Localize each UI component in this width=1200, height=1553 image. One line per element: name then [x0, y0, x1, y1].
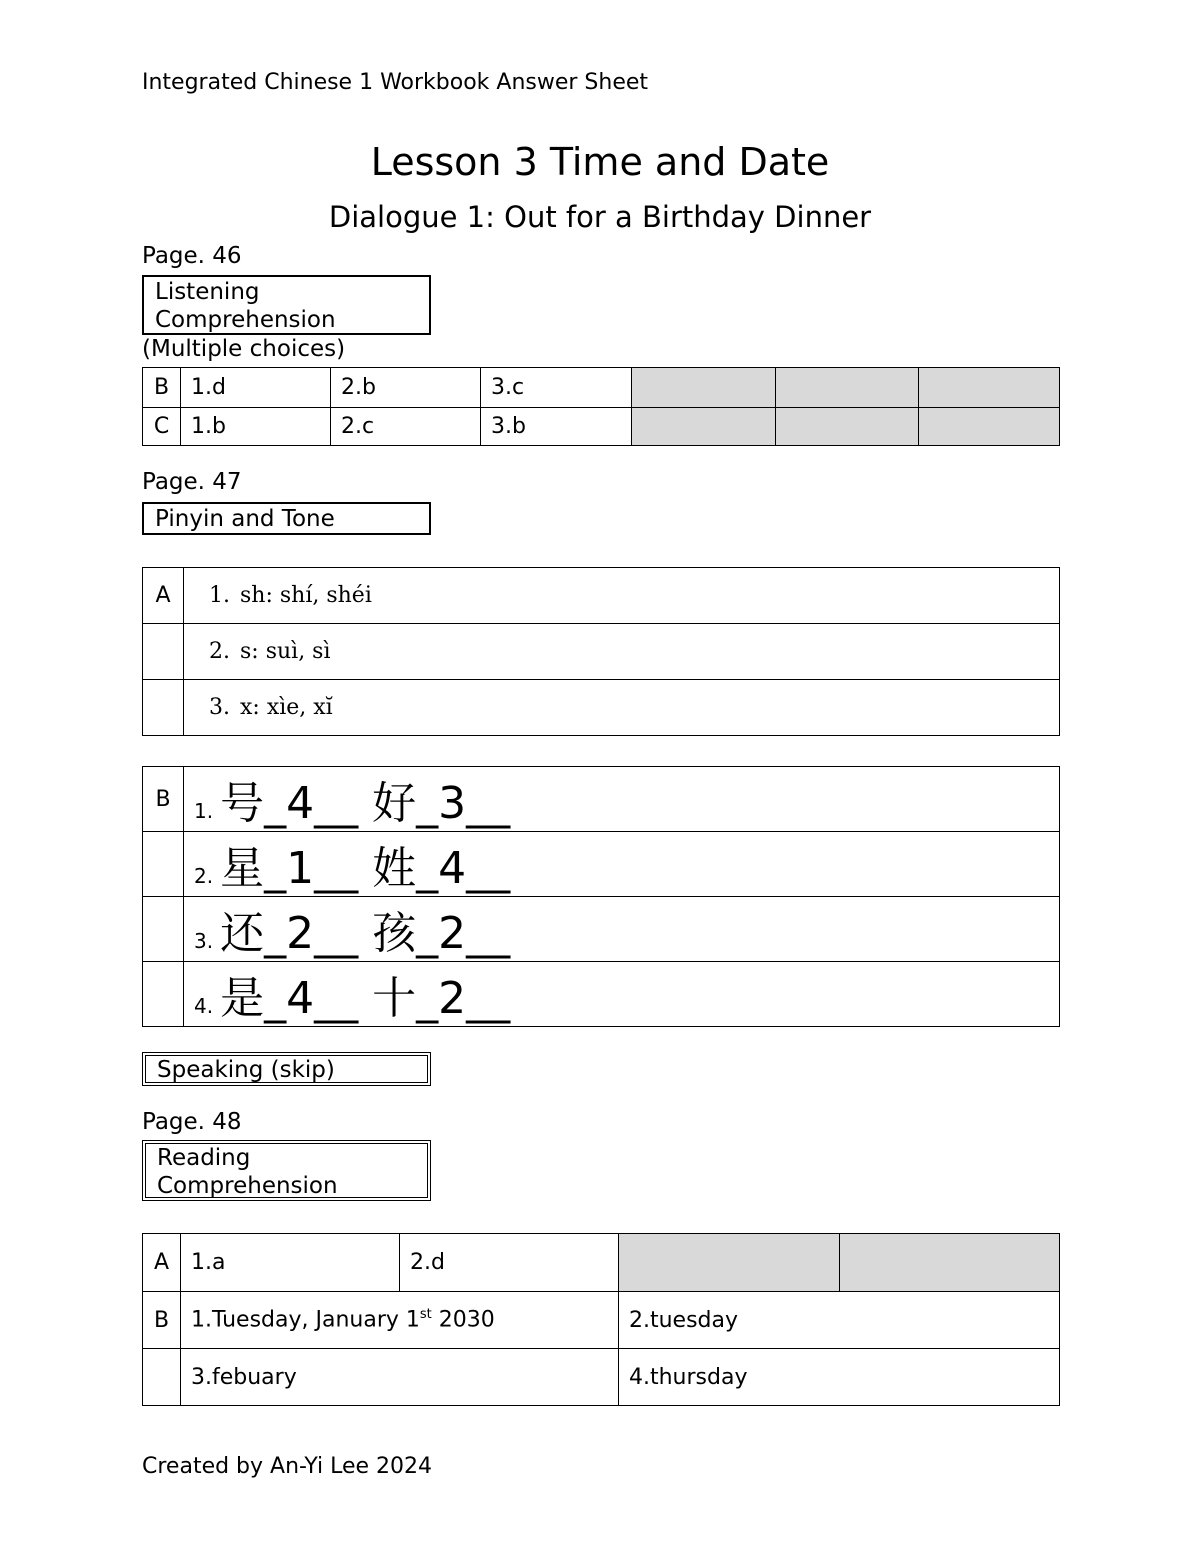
row-label: A [143, 1234, 181, 1292]
pinyin-answer: x: xìe, xĭ [240, 695, 333, 720]
answer-cell: 3.febuary [181, 1349, 619, 1406]
answer-cell: 2.d [400, 1234, 619, 1292]
item-number: 2. [194, 864, 214, 888]
pinyin-answer: sh: shí, shéi [240, 583, 372, 608]
listening-answers-table [142, 367, 1060, 446]
reading-comprehension-box: Reading Comprehension [142, 1140, 431, 1201]
answer-cell: 2.c [331, 408, 481, 446]
empty-cell [840, 1234, 1060, 1292]
tone-answer: 是_4__ 十_2__ [220, 973, 511, 1024]
item-number: 1. [194, 799, 214, 823]
footer-credit: Created by An-Yi Lee 2024 [142, 1454, 433, 1479]
table-row [143, 962, 1060, 1027]
empty-cell [776, 368, 919, 408]
table-row [143, 767, 1060, 832]
reading-answers-table [142, 1233, 1060, 1406]
empty-cell [619, 1234, 840, 1292]
table-row [143, 624, 1060, 680]
item-number: 4. [194, 994, 214, 1018]
table-row [143, 1349, 1060, 1406]
answer-cell: 1.b [181, 408, 331, 446]
speaking-skip-box: Speaking (skip) [142, 1052, 431, 1086]
empty-cell [919, 408, 1060, 446]
row-label: B [143, 1292, 181, 1349]
row-label: C [143, 408, 181, 446]
table-row [143, 1234, 1060, 1292]
dialogue-subtitle: Dialogue 1: Out for a Birthday Dinner [328, 200, 872, 234]
document-header: Integrated Chinese 1 Workbook Answer Sheet [142, 70, 649, 95]
item-number: 1. [209, 583, 230, 608]
item-number: 3. [194, 929, 214, 953]
page-47-label: Page. 47 [142, 469, 242, 495]
pinyin-answer: s: suì, sì [240, 639, 331, 664]
tone-answer: 还_2__ 孩_2__ [220, 908, 511, 959]
answer-cell: 2.b [331, 368, 481, 408]
table-row [143, 368, 1060, 408]
lesson-title: Lesson 3 Time and Date [370, 140, 830, 184]
empty-cell [919, 368, 1060, 408]
empty-cell [632, 408, 776, 446]
answer-cell: 1.a [181, 1234, 400, 1292]
table-row [143, 680, 1060, 736]
page-46-label: Page. 46 [142, 243, 242, 269]
tone-answer: 号_4__ 好_3__ [220, 778, 511, 829]
answer-cell: 1.d [181, 368, 331, 408]
page-48-label: Page. 48 [142, 1109, 242, 1135]
tone-part-b-table [142, 766, 1060, 1027]
answer-cell: 1.Tuesday, January 1st 2030 [181, 1292, 619, 1349]
listening-comprehension-box: Listening Comprehension [142, 275, 431, 335]
answer-cell: 2.tuesday [619, 1292, 1060, 1349]
answer-cell: 3.c [481, 368, 632, 408]
item-number: 3. [209, 695, 230, 720]
table-row [143, 897, 1060, 962]
item-number: 2. [209, 639, 230, 664]
table-row [143, 568, 1060, 624]
row-label: B [143, 368, 181, 408]
table-row [143, 1292, 1060, 1349]
row-label: B [143, 767, 184, 832]
answer-cell: 4.thursday [619, 1349, 1060, 1406]
multiple-choices-note: (Multiple choices) [142, 336, 346, 362]
row-label: A [143, 568, 184, 624]
empty-cell [776, 408, 919, 446]
table-row [143, 832, 1060, 897]
tone-answer: 星_1__ 姓_4__ [220, 843, 511, 894]
empty-cell [632, 368, 776, 408]
table-row [143, 408, 1060, 446]
answer-cell: 3.b [481, 408, 632, 446]
pinyin-tone-box: Pinyin and Tone [142, 502, 431, 535]
pinyin-part-a-table [142, 567, 1060, 736]
